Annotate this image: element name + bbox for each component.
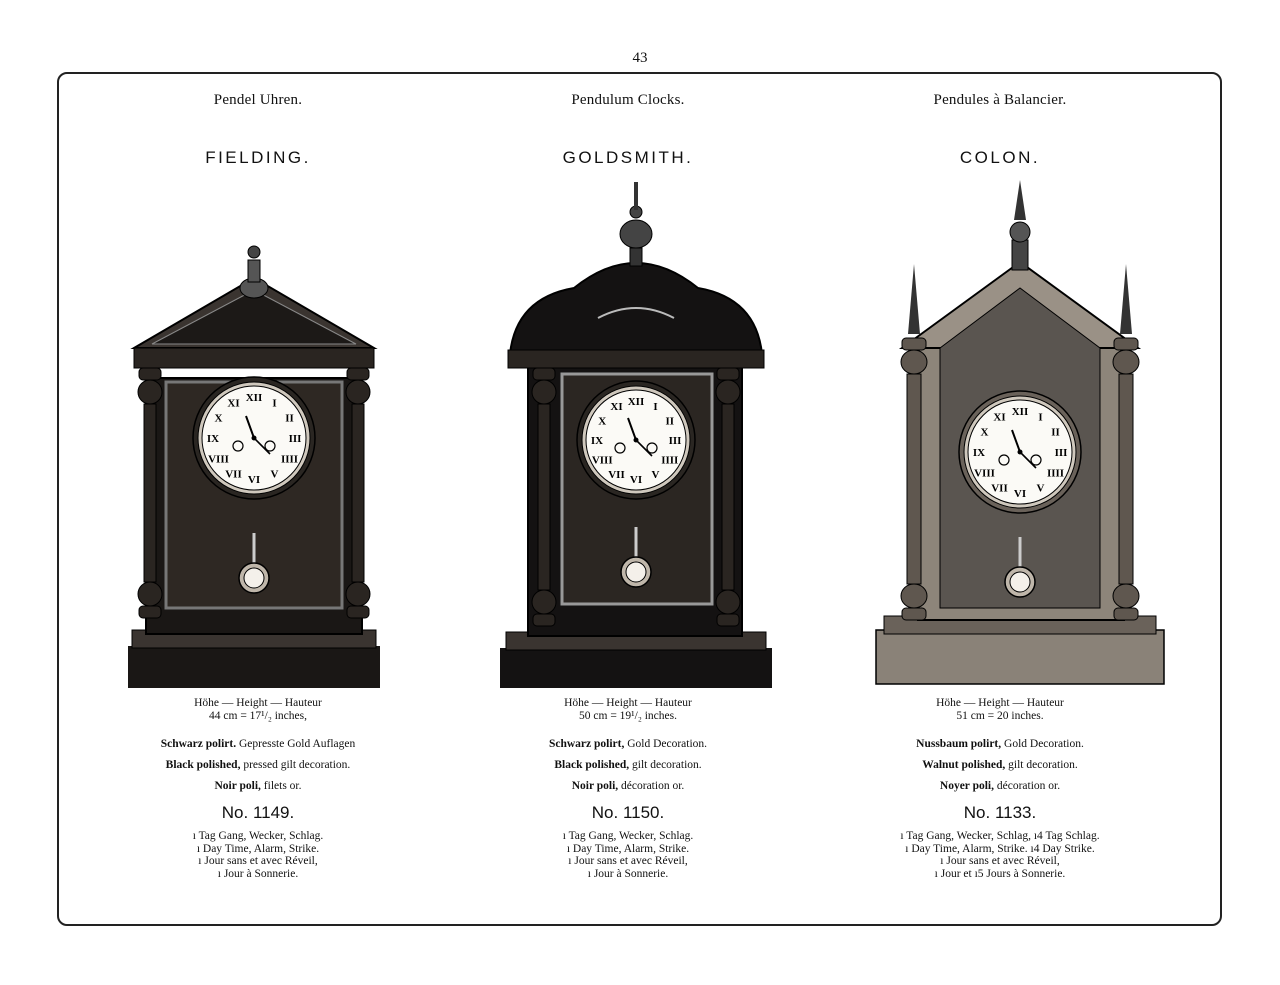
finish-french [458, 780, 798, 792]
svg-text:VII: VII [608, 468, 625, 481]
svg-text:IIII: IIII [280, 453, 299, 466]
svg-text:II: II [1051, 426, 1060, 439]
finish-german-rest: Gold Decoration. [1001, 738, 1084, 750]
finish-french-bold: Noir poli, [214, 780, 261, 792]
language-heading: Pendules à Balancier. [933, 92, 1067, 108]
svg-text:IX: IX [972, 447, 986, 459]
movement-description [458, 830, 798, 880]
finish-english [830, 759, 1170, 771]
model-name: COLON. [959, 148, 1041, 167]
movement-line: ı Jour sans et avec Réveil, [940, 855, 1060, 868]
svg-text:I: I [272, 397, 277, 410]
finish-french-rest: décoration or. [993, 780, 1061, 792]
movement-line: ı Jour sans et avec Réveil, [568, 855, 688, 868]
clock-illustration-fielding [88, 168, 428, 692]
movement-description [88, 830, 428, 880]
movement-line: ı Day Time, Alarm, Strike. [566, 842, 690, 855]
movement-line: ı Tag Gang, Wecker, Schlag, ı4 Tag Schlag. [900, 830, 1100, 842]
movement-line: ı Jour à Sonnerie. [587, 867, 669, 880]
movement-line: ı Tag Gang, Wecker, Schlag. [562, 830, 694, 842]
finish-english-bold: Black polished, [165, 759, 241, 771]
svg-text:V: V [651, 468, 660, 481]
finish-english [88, 759, 428, 771]
finish-english-bold: Black polished, [554, 759, 630, 771]
svg-text:VIII: VIII [208, 453, 229, 466]
svg-text:X: X [598, 415, 607, 428]
svg-text:X: X [214, 412, 223, 425]
model-name: GOLDSMITH. [562, 148, 694, 167]
clock-illustration-colon [830, 168, 1170, 692]
height-value: 50 cm = 19¹/₂ inches. [579, 710, 677, 722]
movement-line: ı Jour et ı5 Jours à Sonnerie. [934, 867, 1066, 880]
finish-german-rest: Gold Decoration. [624, 738, 708, 750]
height-label [458, 697, 798, 723]
finish-english-rest: pressed gilt decoration. [240, 759, 351, 771]
movement-line: ı Day Time, Alarm, Strike. ı4 Day Strike. [905, 842, 1095, 855]
svg-text:XII: XII [627, 396, 645, 408]
finish-french [88, 780, 428, 792]
finish-english-bold: Walnut polished, [922, 759, 1006, 771]
svg-text:XI: XI [610, 401, 623, 414]
height-value: 44 cm = 17¹/₂ inches, [209, 710, 307, 722]
svg-text:IIII: IIII [661, 454, 679, 467]
finish-english-rest: gilt decoration. [1005, 759, 1078, 771]
svg-text:VI: VI [247, 474, 261, 486]
svg-text:I: I [653, 401, 658, 414]
svg-text:III: III [668, 435, 682, 447]
height-label [88, 697, 428, 723]
svg-text:II: II [285, 412, 294, 425]
height-label-text: Höhe — Height — Hauteur [194, 697, 322, 709]
finish-english-rest: gilt decoration. [629, 759, 702, 771]
finish-french [830, 780, 1170, 792]
svg-text:VIII: VIII [591, 454, 613, 467]
finish-german-bold: Schwarz polirt. [160, 738, 237, 750]
movement-line: ı Day Time, Alarm, Strike. [196, 842, 320, 855]
page-number: 43 [632, 50, 648, 66]
finish-english [458, 759, 798, 771]
svg-text:II: II [665, 415, 675, 428]
svg-text:III: III [1054, 447, 1068, 459]
svg-text:V: V [270, 468, 279, 481]
svg-text:X: X [980, 426, 989, 439]
finish-german-bold: Nussbaum polirt, [916, 738, 1002, 750]
svg-text:III: III [288, 433, 302, 445]
height-label [830, 697, 1170, 723]
svg-text:IX: IX [590, 435, 604, 447]
movement-line: ı Jour à Sonnerie. [217, 867, 299, 880]
clock-dial [193, 377, 315, 499]
finish-french-rest: filets or. [260, 780, 302, 792]
height-label-text: Höhe — Height — Hauteur [564, 697, 692, 709]
language-heading: Pendulum Clocks. [571, 92, 685, 108]
model-name: FIELDING. [205, 148, 311, 167]
movement-line: ı Tag Gang, Wecker, Schlag. [192, 830, 324, 842]
svg-text:VI: VI [629, 474, 643, 486]
finish-french-bold: Noyer poli, [939, 780, 994, 792]
svg-text:VIII: VIII [974, 467, 995, 480]
clock-illustration-goldsmith [458, 168, 798, 692]
model-number: No. 1150. [591, 803, 665, 822]
svg-text:XI: XI [227, 397, 240, 410]
movement-description [830, 830, 1170, 880]
finish-german-rest: Gepresste Gold Auflagen [236, 738, 356, 750]
svg-text:IX: IX [206, 433, 220, 445]
svg-text:VI: VI [1013, 488, 1027, 500]
language-heading: Pendel Uhren. [213, 92, 303, 108]
svg-text:V: V [1036, 482, 1045, 495]
svg-text:VII: VII [225, 468, 242, 481]
height-value: 51 cm = 20 inches. [956, 710, 1044, 722]
model-number: No. 1133. [963, 803, 1037, 822]
svg-text:XII: XII [245, 392, 263, 404]
clock-dial [959, 391, 1081, 513]
finish-french-bold: Noir poli, [571, 780, 619, 792]
svg-text:VII: VII [991, 482, 1008, 495]
finish-german [830, 738, 1170, 750]
finish-german [88, 738, 428, 750]
model-number: No. 1149. [221, 803, 295, 822]
svg-text:XI: XI [993, 411, 1006, 424]
svg-text:XII: XII [1011, 406, 1029, 418]
svg-text:I: I [1038, 411, 1043, 424]
finish-german [458, 738, 798, 750]
movement-line: ı Jour sans et avec Réveil, [198, 855, 318, 868]
clock-dial [577, 381, 695, 499]
height-label-text: Höhe — Height — Hauteur [936, 697, 1064, 709]
finish-german-bold: Schwarz polirt, [548, 738, 625, 750]
finish-french-rest: décoration or. [618, 780, 685, 792]
svg-text:IIII: IIII [1046, 467, 1065, 480]
